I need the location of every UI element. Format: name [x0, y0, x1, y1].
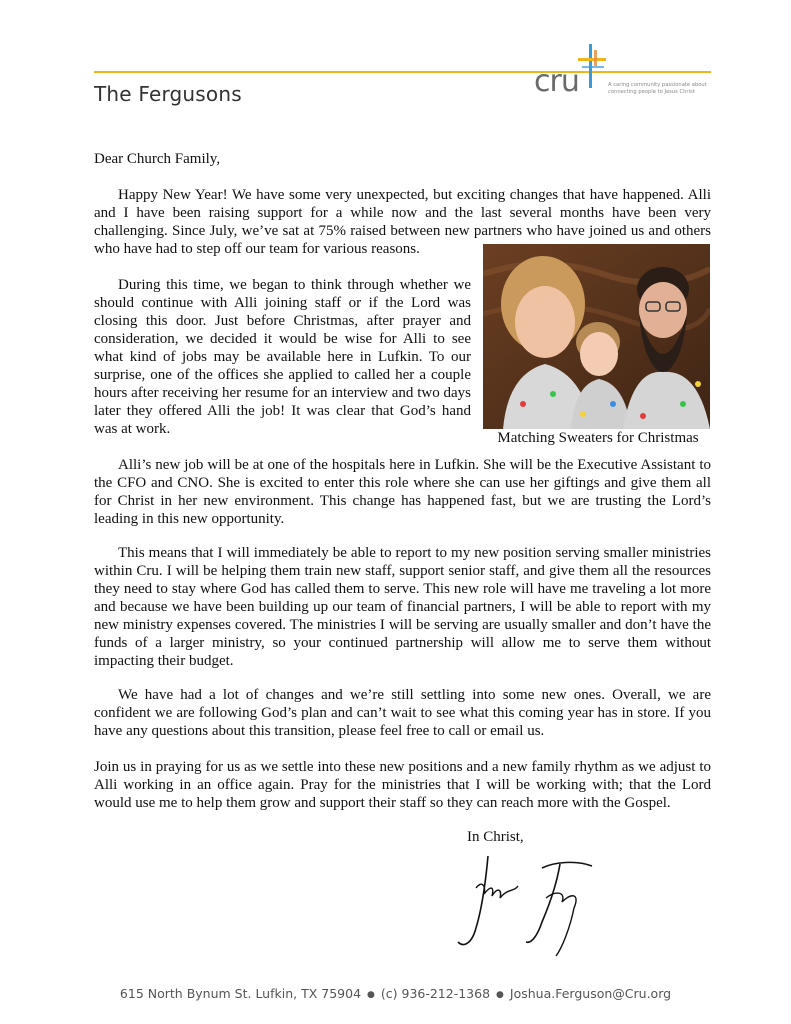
logo-wordmark: cru: [534, 64, 579, 99]
bullet-icon: ●: [496, 990, 504, 1000]
signature-image: [446, 848, 606, 958]
paragraph-2: During this time, we began to think through whether we should continue with Alli joining staff or if the Lord was closing this door. Just before Christmas, after prayer and consideration, we decided it would be wise for Alli to see what kind of jobs may be available here in Lufkin. To our surprise, one of the offices she applied to called her a couple hours after receiving her resume for an interview and two days later they offered Alli the job! It was clear that God’s hand was at work.: [94, 277, 471, 437]
family-name: The Fergusons: [94, 82, 242, 106]
paragraph-3: Alli’s new job will be at one of the hospitals here in Lufkin. She will be the Executive Assistant to the CFO and CNO. She is excited to enter this role where she can use her giftings and give them all for Christ in her new environment. This change has happened fast, but we are trusting the Lord’s leading in this new opportunity.: [94, 457, 711, 527]
footer-phone: (c) 936-212-1368: [380, 986, 491, 1001]
paragraph-4: This means that I will immediately be able to report to my new position serving smaller ministries within Cru. I will be helping them train new staff, support senior staff, and give them all the resources they need to stay where God has called them to serve. This new role will have me traveling a lot more and because we have been building up our team of financial partners, I will be able to report with my new ministry expenses covered. The ministries I will be serving are usually smaller and don’t have the funds of a larger ministry, so your continued partnership will allow me to serve them without impacting their budget.: [94, 545, 711, 669]
footer-email[interactable]: Joshua.Ferguson@Cru.org: [509, 986, 672, 1001]
bullet-icon: ●: [367, 990, 375, 1000]
paragraph-6: Join us in praying for us as we settle into these new positions and a new family rhythm as we adjust to Alli working in an office again. Pray for the ministries that I will be working with; that the Lord would use me to help them grow and support their staff so they can reach more with the Gospel.: [94, 759, 711, 811]
paragraph-1: Happy New Year! We have some very unexpected, but exciting changes that have happened. Alli and I have been raising support for a while now and the last several months have been very challenging. Since July, we’ve sat at 75% raised between new partners who have joined us and others who have had to step off our team for various reasons.: [94, 187, 711, 257]
family-photo-image: [483, 244, 710, 429]
closing: In Christ,: [467, 829, 524, 845]
logo-tagline: A caring community passionate about connecting people to Jesus Christ: [608, 82, 707, 95]
paragraph-5: We have had a lot of changes and we’re still settling into some new ones. Overall, we are confident we are following God’s plan and can’t wait to see what this coming year has in store. If you have any questions about this transition, please feel free to call or email us.: [94, 687, 711, 739]
cross-icon: [574, 44, 608, 88]
photo-caption: Matching Sweaters for Christmas: [497, 430, 699, 446]
cru-logo: [528, 44, 718, 104]
footer: [0, 986, 791, 1001]
family-photo: [483, 244, 710, 429]
footer-address: 615 North Bynum St. Lufkin, TX 75904: [119, 986, 362, 1001]
greeting: Dear Church Family,: [94, 151, 221, 167]
